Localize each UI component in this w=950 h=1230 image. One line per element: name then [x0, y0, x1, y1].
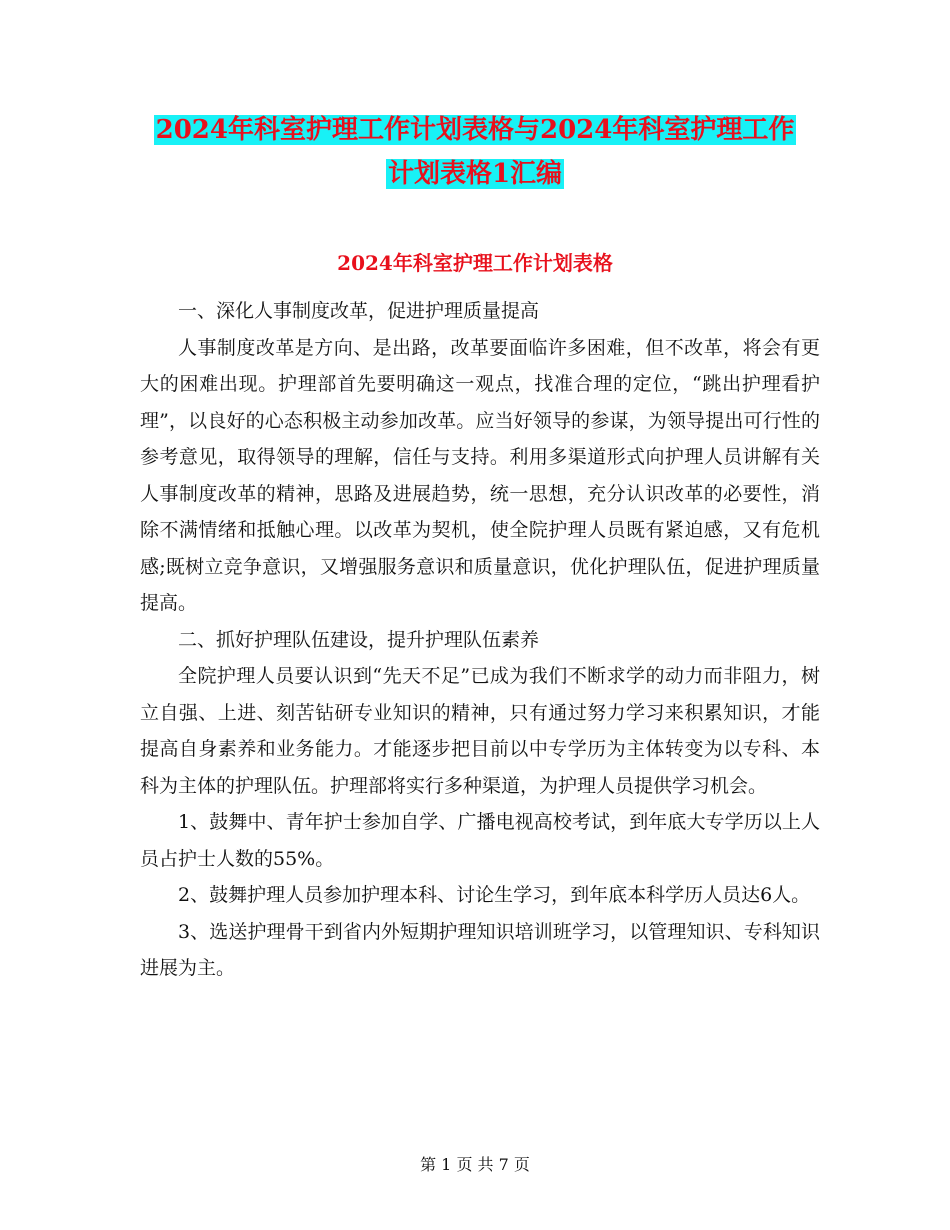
paragraph-2: 全院护理人员要认识到“先天不足”已成为我们不断求学的动力而非阻力，树立自强、上进、刻苦钻研专业知识的精神，只有通过努力学习来积累知识，才能提高自身素养和业务能力。才能逐步把目前以中专学历为主体转变为以专科、本科为主体的护理队伍。护理部将实行多种渠道，为护理人员提供学习机会。 [140, 665, 820, 797]
title-highlight-2: 计划表格1汇编 [387, 159, 563, 189]
document-title-line-2 [0, 156, 950, 192]
list-item-2: 2、鼓舞护理人员参加护理本科、讨论生学习，到年底本科学历人员达6人。 [178, 884, 811, 906]
page-footer: 第 1 页 共 7 页 [420, 1155, 530, 1174]
title-highlight-1: 2024年科室护理工作计划表格与2024年科室护理工作 [155, 115, 795, 145]
list-item-3: 3、选送护理骨干到省内外短期护理知识培训班学习，以管理知识、专科知识进展为主。 [140, 920, 820, 979]
section-subtitle: 2024年科室护理工作计划表格 [337, 251, 613, 275]
list-item-1: 1、鼓舞中、青年护士参加自学、广播电视高校考试，到年底大专学历以上人员占护士人数的55%。 [140, 811, 820, 870]
document-title-line-1 [0, 112, 950, 148]
heading-1: 一、深化人事制度改革，促进护理质量提高 [178, 300, 540, 322]
heading-2: 二、抓好护理队伍建设，提升护理队伍素养 [178, 628, 540, 651]
document-body [140, 293, 820, 987]
paragraph-1: 人事制度改革是方向、是出路，改革要面临许多困难，但不改革，将会有更大的困难出现。护理部首先要明确这一观点，找准合理的定位，“跳出护理看护理”，以良好的心态积极主动参加改革。应当好领导的参谋，为领导提出可行性的参考意见，取得领导的理解，信任与支持。利用多渠道形式向护理人员讲解有关人事制度改革的精神，思路及进展趋势，统一思想，充分认识改革的必要性，消除不满情绪和抵触心理。以改革为契机，使全院护理人员既有紧迫感，又有危机感;既树立竞争意识，又增强服务意识和质量意识，优化护理队伍，促进护理质量提高。 [140, 336, 820, 614]
